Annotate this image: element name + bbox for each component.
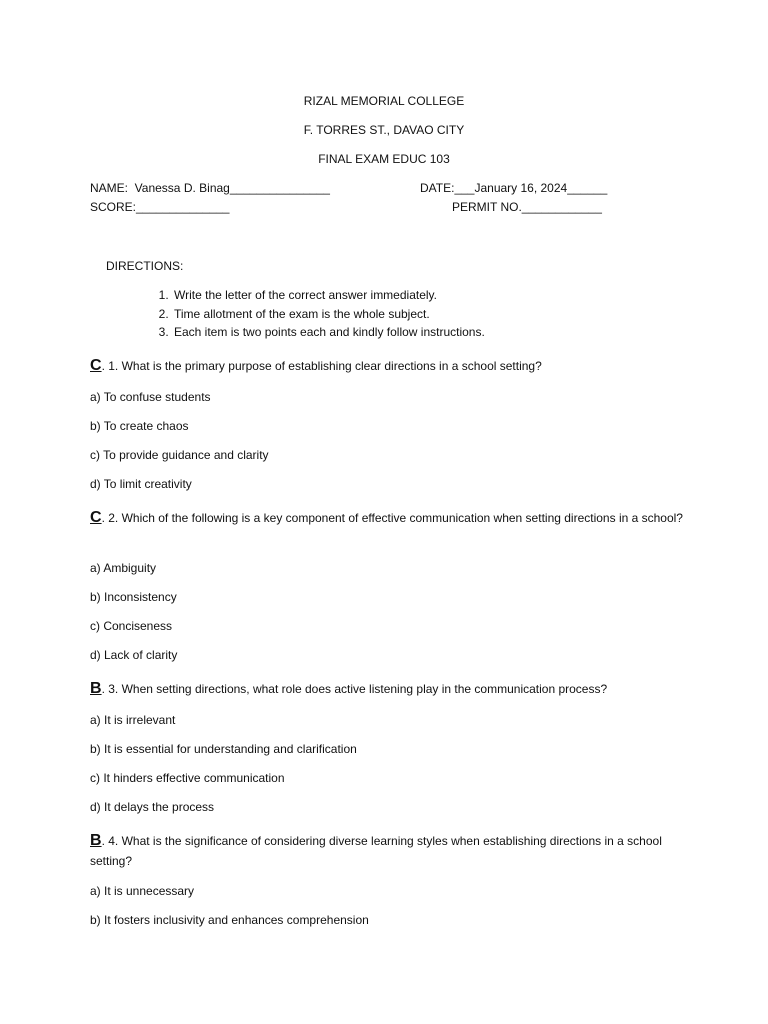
exam-title: FINAL EXAM EDUC 103 [318, 152, 450, 166]
name-blank: _______________ [229, 181, 330, 195]
question-3 [90, 679, 690, 699]
question-2 [90, 508, 690, 528]
question-4-text: . 4. What is the significance of considering diverse learning styles when establishing directions in a school setting? [90, 834, 662, 868]
option: d) Lack of clarity [90, 648, 178, 662]
option: b) It fosters inclusivity and enhances comprehension [90, 913, 369, 927]
directions-list [148, 286, 485, 342]
school-address: F. TORRES ST., DAVAO CITY [303, 123, 465, 137]
permit-field: PERMIT NO.____________ [452, 200, 602, 214]
answer-1: C [90, 357, 102, 374]
direction-item: 2. Time allotment of the exam is the whole subject. [172, 305, 485, 324]
score-field: SCORE:______________ [90, 200, 230, 214]
question-1-text: . 1. What is the primary purpose of establishing clear directions in a school setting? [101, 359, 542, 373]
answer-4: B [90, 832, 102, 849]
option: b) Inconsistency [90, 590, 177, 604]
option: a) Ambiguity [90, 561, 157, 575]
question-1 [90, 356, 690, 376]
direction-item: 3. Each item is two points each and kindly follow instructions. [172, 323, 485, 342]
option: b) It is essential for understanding and clarification [90, 742, 357, 756]
school-name: RIZAL MEMORIAL COLLEGE [303, 94, 465, 108]
direction-item: 1. Write the letter of the correct answer immediately. [172, 286, 485, 305]
option: d) It delays the process [90, 800, 215, 814]
option: c) To provide guidance and clarity [90, 448, 269, 462]
date-field: DATE:___January 16, 2024______ [420, 181, 608, 195]
question-4 [90, 831, 690, 871]
option: a) It is irrelevant [90, 713, 176, 727]
name-value: NAME: Vanessa D. Binag [90, 181, 230, 195]
option: a) It is unnecessary [90, 884, 195, 898]
option: d) To limit creativity [90, 477, 192, 491]
question-2-text: . 2. Which of the following is a key component of effective communication when setting directions in a school? [101, 511, 683, 525]
option: c) It hinders effective communication [90, 771, 285, 785]
answer-2: C [90, 509, 102, 526]
question-3-text: . 3. When setting directions, what role does active listening play in the communication process? [101, 682, 608, 696]
option: b) To create chaos [90, 419, 189, 433]
option: c) Conciseness [90, 619, 173, 633]
answer-3: B [90, 680, 102, 697]
directions-title: DIRECTIONS: [106, 259, 184, 273]
option: a) To confuse students [90, 390, 211, 404]
name-field [90, 181, 330, 195]
